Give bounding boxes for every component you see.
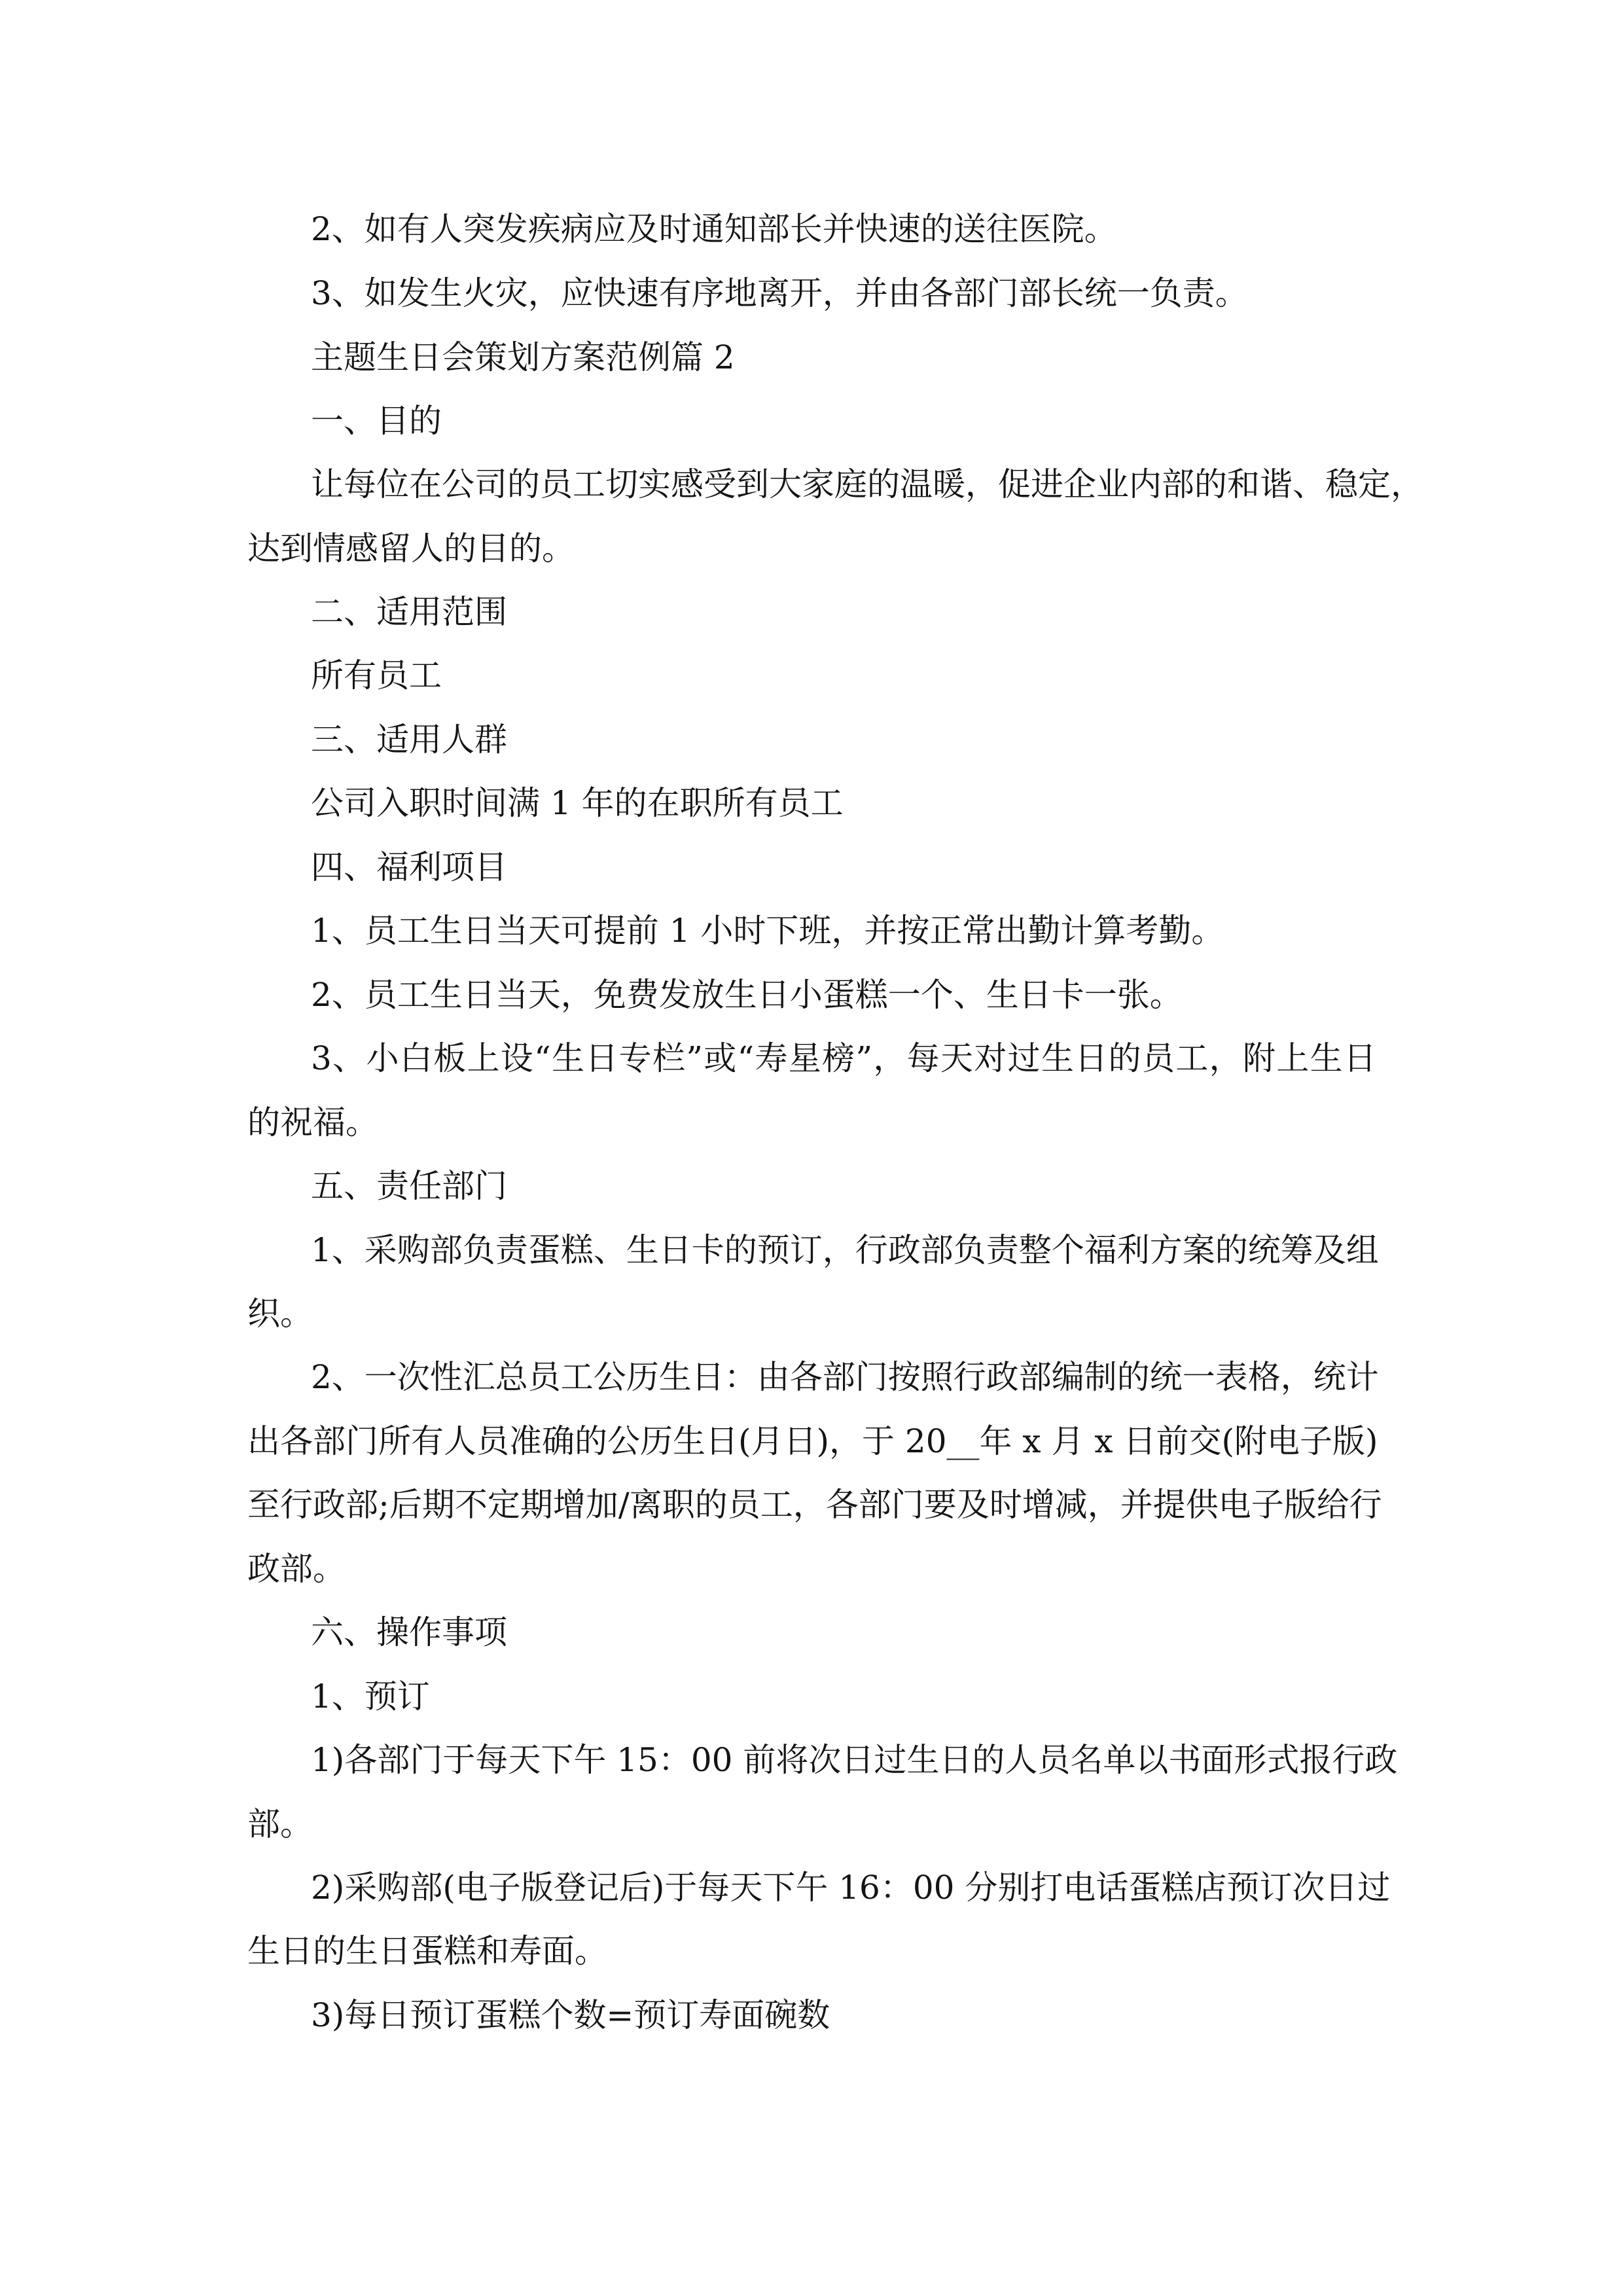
text-line: 2、如有人突发疾病应及时通知部长并快速的送往医院。 (311, 210, 1117, 248)
text-line: 1、预订 (311, 1677, 430, 1715)
text-line: 公司入职时间满 1 年的在职所有员工 (311, 784, 844, 822)
text-line: 政部。 (247, 1550, 346, 1588)
section-heading: 二、适用范围 (311, 593, 507, 631)
text-line: 3、小白板上设“生日专栏”或“寿星榜”，每天对过生日的员工，附上生日 (311, 1039, 1376, 1077)
section-heading: 三、适用人群 (311, 721, 507, 759)
text-line: 让每位在公司的员工切实感受到大家庭的温暖，促进企业内部的和谐、稳定， (311, 465, 1423, 503)
text-line: 1)各部门于每天下午 15：00 前将次日过生日的人员名单以书面形式报行政 (311, 1741, 1398, 1779)
text-line: 至行政部;后期不定期增加/离职的员工，各部门要及时增减，并提供电子版给行 (247, 1486, 1382, 1524)
text-line: 的祝福。 (247, 1103, 378, 1141)
section-heading: 六、操作事项 (311, 1613, 507, 1651)
section-title: 主题生日会策划方案范例篇 2 (311, 338, 735, 376)
text-line: 1、员工生日当天可提前 1 小时下班，并按正常出勤计算考勤。 (311, 912, 1224, 950)
section-heading: 一、目的 (311, 402, 442, 440)
section-heading: 四、福利项目 (311, 848, 507, 886)
text-line: 3、如发生火灾，应快速有序地离开，并由各部门部长统一负责。 (311, 274, 1248, 312)
section-heading: 五、责任部门 (311, 1167, 507, 1205)
text-line: 2)采购部(电子版登记后)于每天下午 16：00 分别打电话蛋糕店预订次日过 (311, 1869, 1391, 1907)
text-line: 3)每日预订蛋糕个数=预订寿面碗数 (311, 1996, 830, 2034)
text-line: 生日的生日蛋糕和寿面。 (247, 1932, 607, 1970)
text-line: 1、采购部负责蛋糕、生日卡的预订，行政部负责整个福利方案的统筹及组 (311, 1231, 1379, 1269)
text-line: 出各部门所有人员准确的公历生日(月日)，于 20__年 x 月 x 日前交(附电子版) (247, 1422, 1378, 1460)
text-line: 2、员工生日当天，免费发放生日小蛋糕一个、生日卡一张。 (311, 976, 1183, 1014)
text-line: 2、一次性汇总员工公历生日：由各部门按照行政部编制的统一表格，统计 (311, 1358, 1379, 1396)
text-line: 达到情感留人的目的。 (247, 529, 575, 567)
text-line: 部。 (247, 1805, 313, 1843)
text-line: 织。 (247, 1295, 313, 1333)
text-line: 所有员工 (311, 656, 442, 694)
